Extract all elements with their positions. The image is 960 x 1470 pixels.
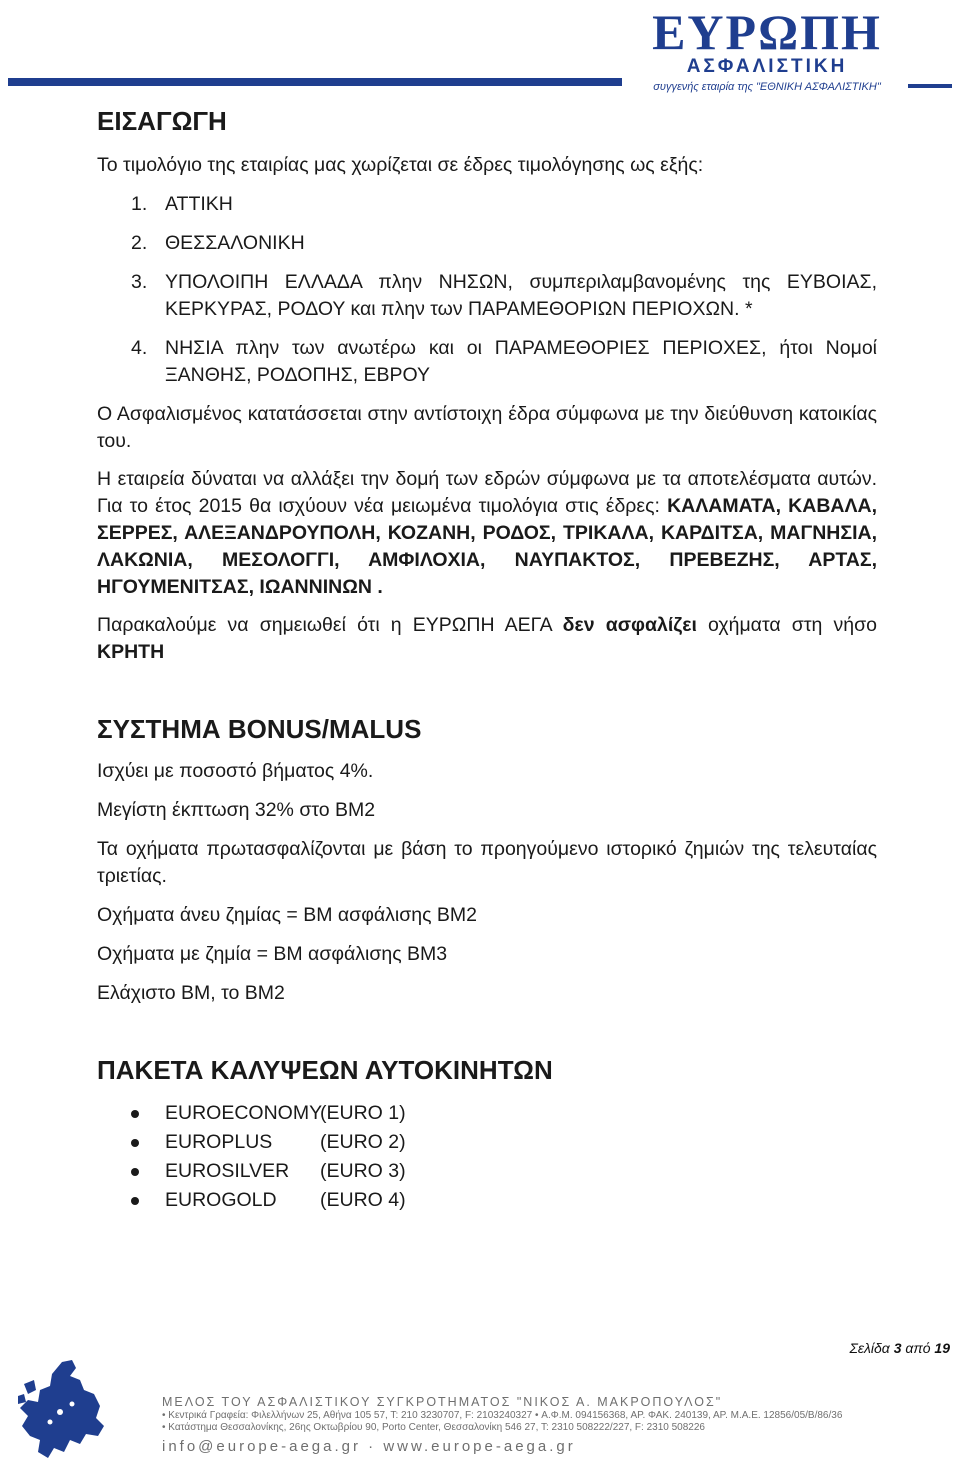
bullet-icon [131,1139,139,1147]
crete-notice-paragraph: Παρακαλούμε να σημειωθεί ότι η ΕΥΡΩΠΗ ΑΕΓΑ δεν ασφαλίζει οχήματα στη νήσο ΚΡΗΤΗ [97,614,877,663]
header-rule [8,78,622,86]
footer-branch: • Κατάστημα Θεσσαλονίκης, 26ης Οκτωβρίου 90, Porto Center, Θεσσαλονίκη 546 27, Τ: 2310 508222/227, F: 2310 508226 [162,1422,705,1433]
bonus-malus-heading: ΣΥΣΤΗΜΑ BONUS/MALUS [97,714,422,744]
header-rule-right [908,84,952,88]
regions-list [97,191,877,389]
intro-heading: ΕΙΣΑΓΩΓΗ [97,106,227,136]
footer-group-member: ΜΕΛΟΣ ΤΟΥ ΑΣΦΑΛΙΣΤΙΚΟΥ ΣΥΓΚΡΟΤΗΜΑΤΟΣ "ΝΙΚΟΣ Α. ΜΑΚΡΟΠΟΥΛΟΣ" [162,1395,723,1409]
list-item: EUROSILVER (EURO 3) [97,1157,877,1186]
reduced-rates-paragraph: Η εταιρεία δύναται να αλλάξει την δομή των εδρών σύμφωνα με τα αποτελέσματα αυτών. Για το έτος 2015 θα ισχύουν νέα μειωμένα τιμολόγια στις έδρες: ΚΑΛΑΜΑΤΑ, ΚΑΒΑΛΑ, ΣΕΡΡΕΣ, ΑΛΕΞΑΝΔΡΟΥΠΟΛΗ, ΚΟΖΑΝΗ, ΡΟΔΟΣ, ΤΡΙΚΑΛΑ, ΚΑΡΔΙΤΣΑ, ΜΑΓΝΗΣΙΑ, ΛΑΚΩΝΙΑ, ΜΕΣΟΛΟΓΓΙ, ΑΜΦΙΛΟΧΙΑ, ΝΑΥΠΑΚΤΟΣ, ΠΡΕΒΕΖΗΣ, ΑΡΤΑΣ, ΗΓΟΥΜΕΝΙΤΣΑΣ, ΙΩΑΝΝΙΝΩΝ . [97,468,877,598]
bonus-line: Ισχύει με ποσοστό βήματος 4%. [97,760,374,782]
residence-paragraph: Ο Ασφαλισμένος κατατάσσεται στην αντίστοιχη έδρα σύμφωνα με την διεύθυνση κατοικίας του. [97,403,877,452]
list-item: 3. ΥΠΟΛΟΙΠΗ ΕΛΛΑΔΑ πλην ΝΗΣΩΝ, συμπεριλαμβανομένης της ΕΥΒΟΙΑΣ, ΚΕΡΚΥΡΑΣ, ΡΟΔΟΥ και πλην των ΠΑΡΑΜΕΘΟΡΙΩΝ ΠΕΡΙΟΧΩΝ. * [131,271,877,320]
bonus-line: Οχήματα άνευ ζημίας = ΒΜ ασφάλισης ΒΜ2 [97,904,477,926]
intro-lead: Το τιμολόγιο της εταιρίας μας χωρίζεται σε έδρες τιμολόγησης ως εξής: [97,154,704,176]
bonus-line: Οχήματα με ζημία = ΒΜ ασφάλισης ΒΜ3 [97,943,448,965]
document-body [97,102,877,1215]
list-item: 4. ΝΗΣΙΑ πλην των ανωτέρω και οι ΠΑΡΑΜΕΘΟΡΙΕΣ ΠΕΡΙΟΧΕΣ, ήτοι Νομοί ΞΑΝΘΗΣ, ΡΟΔΟΠΗΣ, ΕΒΡΟΥ [131,337,877,386]
list-item: EUROGOLD (EURO 4) [97,1186,877,1215]
europe-map-icon [10,1356,114,1466]
footer [162,1394,952,1457]
list-item: 2. ΘΕΣΣΑΛΟΝΙΚΗ [131,232,305,254]
page-number: Σελίδα 3 από 19 [849,1340,950,1356]
bonus-line: Μεγίστη έκπτωση 32% στο ΒΜ2 [97,799,376,821]
list-item: EUROPLUS (EURO 2) [97,1128,877,1157]
logo-wordmark: ΕΥΡΩΠΗ [652,4,882,60]
bonus-line: Τα οχήματα πρωτασφαλίζονται με βάση το προηγούμενο ιστορικό ζημιών της τελευταίας τριετίας. [97,838,877,887]
bullet-icon [131,1110,139,1118]
logo-subtitle: ΑΣΦΑΛΙΣΤΙΚΗ [686,56,848,77]
packages-list [97,1099,877,1215]
list-item: EUROECONOMY(EURO 1) [97,1099,877,1128]
bullet-icon [131,1168,139,1176]
footer-contact-link[interactable]: info@europe-aega.gr · www.europe-aega.gr [162,1438,576,1455]
packages-heading: ΠΑΚΕΤΑ ΚΑΛΥΨΕΩΝ ΑΥΤΟΚΙΝΗΤΩΝ [97,1055,553,1085]
bonus-line: Ελάχιστο ΒΜ, το ΒΜ2 [97,982,285,1004]
footer-head-office: • Κεντρικά Γραφεία: Φιλελλήνων 25, Αθήνα 105 57, Τ: 210 3230707, F: 2103240327 • Α.Φ.Μ. 094156368, ΑΡ. ΦΑΚ. 240139, ΑΡ. Μ.Α.Ε. 12856/05/Β/86/36 [162,1410,843,1421]
bullet-icon [131,1197,139,1205]
list-item: 1. ΑΤΤΙΚΗ [131,193,233,215]
logo-tagline: συγγενής εταιρία της "ΕΘΝΙΚΗ ΑΣΦΑΛΙΣΤΙΚΗ" [653,81,881,93]
company-logo [622,6,912,92]
